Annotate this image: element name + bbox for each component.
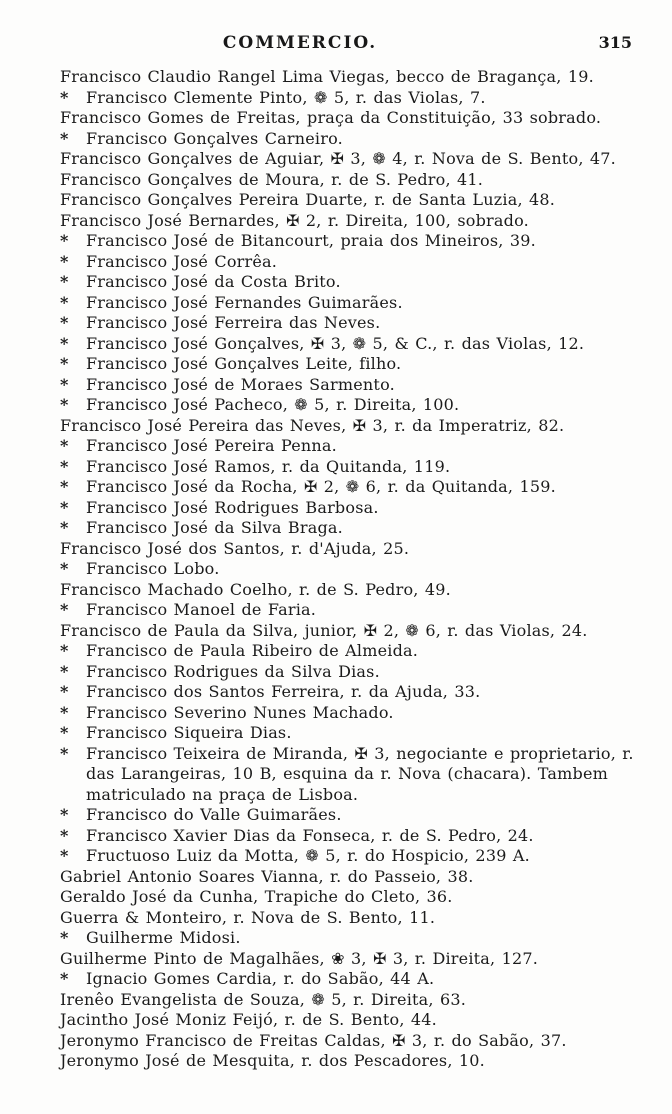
entry-text: Francisco Gomes de Freitas, praça da Constituição, 33 sobrado. [60, 108, 602, 127]
directory-entry [60, 416, 644, 437]
directory-entry [60, 334, 644, 355]
star-marker: * [60, 743, 69, 763]
directory-entry [60, 354, 644, 375]
entry-text: Francisco José de Moraes Sarmento. [86, 374, 395, 394]
entry-text: Francisco José da Silva Braga. [86, 518, 343, 537]
star-marker: * [60, 825, 69, 845]
directory-entry [60, 313, 644, 334]
directory-entry [60, 1051, 644, 1072]
directory-entry [60, 67, 644, 88]
directory-entry [60, 190, 644, 211]
directory-entry [60, 744, 644, 806]
star-marker: * [60, 456, 69, 476]
star-marker: * [60, 969, 69, 988]
entry-text: Francisco do Valle Guimarães. [86, 805, 342, 824]
entry-text: Francisco José Gonçalves Leite, filho. [86, 354, 402, 373]
entry-text: Francisco José dos Santos, r. d'Ajuda, 25. [60, 538, 410, 558]
star-marker: * [60, 477, 69, 496]
directory-list [60, 67, 644, 1072]
entry-text: Francisco José de Bitancourt, praia dos Mineiros, 39. [86, 231, 536, 250]
directory-entry [60, 1010, 644, 1031]
directory-entry [60, 887, 644, 908]
directory-entry [60, 88, 644, 109]
star-marker: * [60, 846, 69, 865]
star-marker: * [60, 682, 69, 701]
directory-entry [60, 108, 644, 129]
directory-entry [60, 457, 644, 478]
entry-text: Guerra & Monteiro, r. Nova de S. Bento, 11. [60, 907, 436, 927]
directory-entry [60, 703, 644, 724]
star-marker: * [60, 251, 69, 271]
entry-text: Ignacio Gomes Cardia, r. do Sabão, 44 A. [86, 969, 435, 988]
entry-text: Francisco José Pereira Penna. [86, 436, 337, 455]
entry-text: Jeronymo Francisco de Freitas Caldas, ✠ 3, r. do Sabão, 37. [60, 1030, 567, 1050]
entry-text: Francisco José Ramos, r. da Quitanda, 119. [86, 456, 451, 476]
entry-text: Francisco Gonçalves de Aguiar, ✠ 3, ❁ 4, r. Nova de S. Bento, 47. [60, 149, 616, 168]
entry-text: Francisco José Gonçalves, ✠ 3, ❁ 5, & C., r. das Violas, 12. [86, 333, 585, 353]
entry-text: Francisco de Paula Ribeiro de Almeida. [86, 641, 419, 660]
directory-entry [60, 682, 644, 703]
star-marker: * [60, 292, 69, 312]
directory-entry [60, 662, 644, 683]
star-marker: * [60, 313, 69, 332]
page-number: 315 [598, 33, 632, 52]
entry-text: Jacintho José Moniz Feijó, r. de S. Bento, 44. [60, 1010, 437, 1029]
directory-entry [60, 129, 644, 150]
directory-entry [60, 252, 644, 273]
entry-text: Francisco José da Costa Brito. [86, 272, 341, 291]
entry-text: Francisco Teixeira de Miranda, ✠ 3, negociante e proprietario, r. das Larangeiras, 10 B, esquina da r. Nova (chacara). Tambem matriculado na praça de Lisboa. [86, 743, 634, 804]
entry-text: Guilherme Pinto de Magalhães, ❀ 3, ✠ 3, r. Direita, 127. [60, 948, 539, 968]
entry-text: Francisco Manoel de Faria. [86, 600, 317, 619]
entry-text: Francisco José Corrêa. [86, 251, 278, 271]
directory-entry [60, 375, 644, 396]
page-header [0, 33, 672, 57]
entry-text: Francisco José Rodrigues Barbosa. [86, 497, 379, 517]
directory-entry [60, 969, 644, 990]
entry-text: Francisco de Paula da Silva, junior, ✠ 2, ❁ 6, r. das Violas, 24. [60, 620, 588, 640]
entry-text: Francisco Severino Nunes Machado. [86, 702, 394, 722]
star-marker: * [60, 333, 69, 353]
entry-text: Francisco Clemente Pinto, ❁ 5, r. das Violas, 7. [86, 87, 486, 107]
directory-entry [60, 539, 644, 560]
entry-text: Francisco José Ferreira das Neves. [86, 313, 381, 332]
star-marker: * [60, 518, 69, 537]
star-marker: * [60, 723, 69, 742]
entry-text: Francisco Lobo. [86, 559, 220, 578]
directory-entry [60, 272, 644, 293]
star-marker: * [60, 231, 69, 250]
entry-text: Guilherme Midosi. [86, 928, 241, 947]
entry-text: Francisco Claudio Rangel Lima Viegas, becco de Bragança, 19. [60, 67, 594, 86]
star-marker: * [60, 641, 69, 660]
directory-entry [60, 436, 644, 457]
directory-entry [60, 723, 644, 744]
star-marker: * [60, 374, 69, 394]
directory-entry [60, 600, 644, 621]
directory-entry [60, 231, 644, 252]
star-marker: * [60, 87, 69, 107]
entry-text: Francisco Machado Coelho, r. de S. Pedro, 49. [60, 579, 451, 599]
directory-entry [60, 293, 644, 314]
entry-text: Francisco Gonçalves Carneiro. [86, 128, 343, 148]
directory-entry [60, 498, 644, 519]
entry-text: Francisco Gonçalves de Moura, r. de S. Pedro, 41. [60, 169, 484, 189]
entry-text: Francisco José Fernandes Guimarães. [86, 292, 403, 312]
directory-entry [60, 846, 644, 867]
directory-entry [60, 621, 644, 642]
entry-text: Jeronymo José de Mesquita, r. dos Pescadores, 10. [60, 1051, 485, 1070]
directory-entry [60, 826, 644, 847]
directory-entry [60, 580, 644, 601]
star-marker: * [60, 805, 69, 824]
directory-entry [60, 990, 644, 1011]
directory-entry [60, 1031, 644, 1052]
directory-entry [60, 559, 644, 580]
entry-text: Geraldo José da Cunha, Trapiche do Cleto, 36. [60, 887, 453, 906]
directory-entry [60, 518, 644, 539]
star-marker: * [60, 436, 69, 455]
page-title: COMMERCIO. [222, 33, 378, 53]
star-marker: * [60, 559, 69, 578]
star-marker: * [60, 600, 69, 619]
star-marker: * [60, 928, 69, 947]
entry-text: Francisco Gonçalves Pereira Duarte, r. de Santa Luzia, 48. [60, 190, 556, 209]
directory-entry [60, 928, 644, 949]
directory-entry [60, 149, 644, 170]
directory-entry [60, 641, 644, 662]
entry-text: Fructuoso Luiz da Motta, ❁ 5, r. do Hospicio, 239 A. [86, 846, 530, 865]
directory-entry [60, 170, 644, 191]
directory-entry [60, 395, 644, 416]
star-marker: * [60, 128, 69, 148]
star-marker: * [60, 272, 69, 291]
star-marker: * [60, 702, 69, 722]
star-marker: * [60, 354, 69, 373]
star-marker: * [60, 395, 69, 414]
directory-entry [60, 211, 644, 232]
directory-entry [60, 867, 644, 888]
entry-text: Francisco Siqueira Dias. [86, 723, 292, 742]
entry-text: Francisco José Bernardes, ✠ 2, r. Direita, 100, sobrado. [60, 210, 529, 230]
entry-text: Francisco José Pacheco, ❁ 5, r. Direita, 100. [86, 395, 460, 414]
entry-text: Francisco José da Rocha, ✠ 2, ❁ 6, r. da Quitanda, 159. [86, 477, 556, 496]
star-marker: * [60, 497, 69, 517]
entry-text: Francisco dos Santos Ferreira, r. da Ajuda, 33. [86, 682, 481, 701]
entry-text: Francisco José Pereira das Neves, ✠ 3, r. da Imperatriz, 82. [60, 415, 565, 435]
directory-entry [60, 908, 644, 929]
star-marker: * [60, 661, 69, 681]
entry-text: Gabriel Antonio Soares Vianna, r. do Passeio, 38. [60, 866, 474, 886]
directory-entry [60, 805, 644, 826]
entry-text: Irenêo Evangelista de Souza, ❁ 5, r. Direita, 63. [60, 989, 467, 1009]
directory-entry [60, 477, 644, 498]
directory-entry [60, 949, 644, 970]
entry-text: Francisco Rodrigues da Silva Dias. [86, 661, 380, 681]
entry-text: Francisco Xavier Dias da Fonseca, r. de S. Pedro, 24. [86, 825, 534, 845]
